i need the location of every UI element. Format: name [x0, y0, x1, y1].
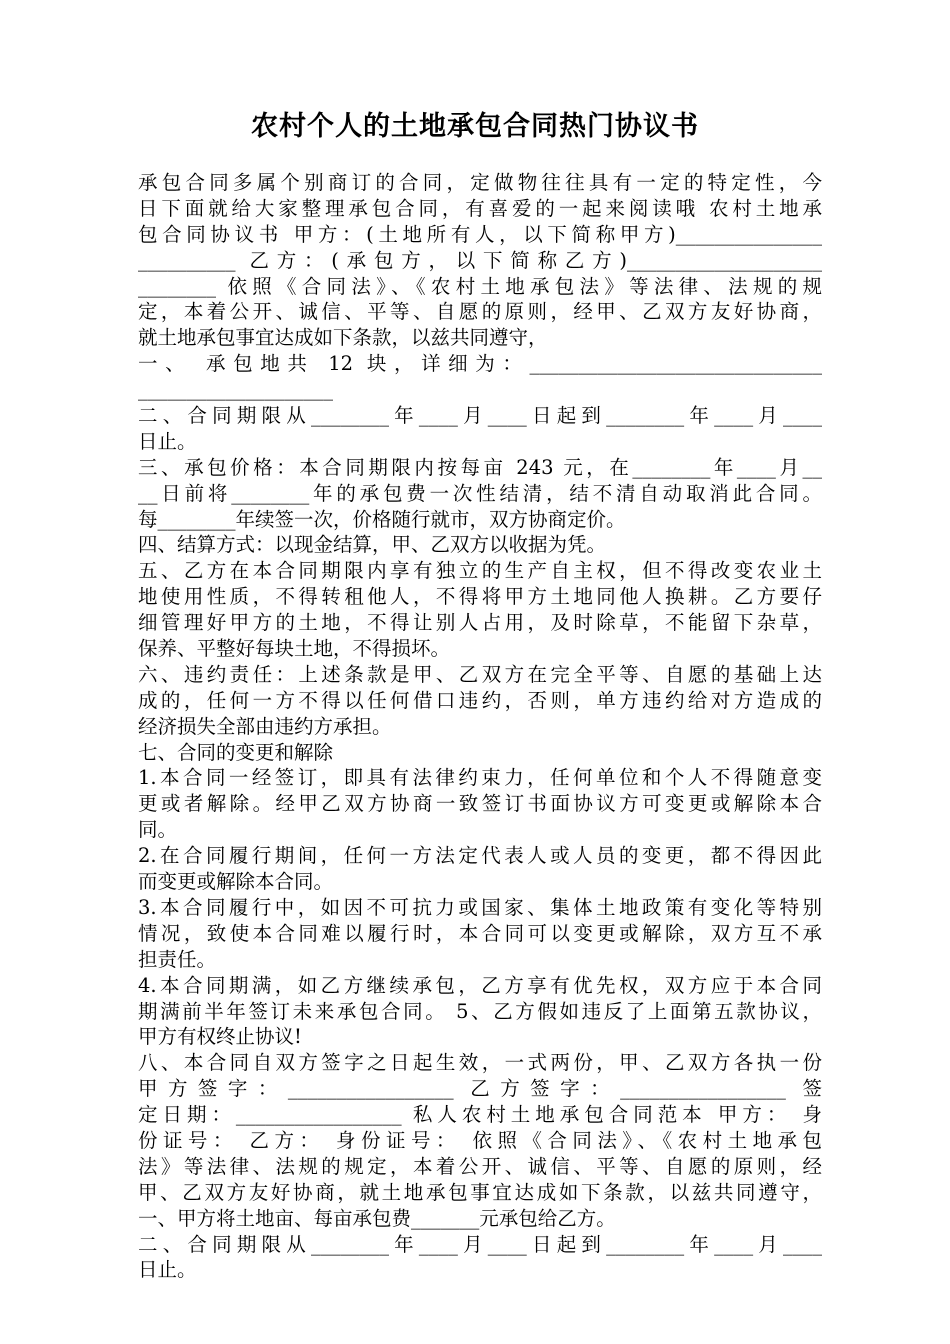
text-line: 一、甲方将土地亩、每亩承包费_______元承包给乙方。	[138, 1206, 616, 1230]
text-line: 承包合同多属个别商订的合同，定做物往往具有一定的特定性，今	[138, 171, 822, 194]
text-line: 成的，任何一方不得以任何借口违约，否则，单方违约给对方造成的	[138, 688, 822, 712]
text-line: 日止。	[138, 429, 197, 453]
text-line: 同。	[138, 818, 178, 842]
text-line: 法》等法律、法规的规定，本着公开、诚信、平等、自愿的原则，经	[138, 1154, 822, 1178]
text-line: 期满前半年签订未来承包合同。 5、乙方假如违反了上面第五款协议，	[138, 999, 822, 1023]
text-line: 二、合同期限从________年____月____日起到________年____月____	[138, 404, 822, 428]
text-line: 五、乙方在本合同期限内享有独立的生产自主权，但不得改变农业土	[138, 559, 822, 583]
text-line: 细管理好甲方的土地，不得让别人占用，及时除草，不能留下杂草，	[138, 611, 822, 635]
text-line: 担责任。	[138, 947, 217, 971]
document-title: 农村个人的土地承包合同热门协议书	[251, 111, 699, 142]
text-line: 甲方签字：_________________ 乙方签字：_________________ 签	[138, 1077, 822, 1101]
text-line: 2.在合同履行期间，任何一方法定代表人或人员的变更，都不得因此	[138, 844, 822, 868]
text-line: 就土地承包事宜达成如下条款，以兹共同遵守，	[138, 326, 548, 350]
text-line: 情况，致使本合同难以履行时，本合同可以变更或解除，双方互不承	[138, 921, 822, 945]
text-line: 经济损失全部由违约方承担。	[138, 714, 392, 738]
text-line: 份证号： 乙方： 身份证号： 依照《合同法》、《农村土地承包	[138, 1128, 822, 1152]
text-line: 七、合同的变更和解除	[138, 740, 334, 764]
text-line: 甲方有权终止协议!	[138, 1025, 302, 1049]
text-line: __日前将________年的承包费一次性结清，结不清自动取消此合同。	[138, 481, 822, 505]
text-line: 更或者解除。经甲乙双方协商一致签订书面协议方可变更或解除本合	[138, 792, 822, 816]
text-line: 而变更或解除本合同。	[138, 870, 334, 894]
text-line: 定日期：_________________ 私人农村土地承包合同范本 甲方： 身	[138, 1103, 822, 1127]
text-line: 包合同协议书 甲方：(土地所有人，以下简称甲方)_______________	[138, 222, 822, 246]
text-line: 二、合同期限从________年____月____日起到________年____月____	[138, 1232, 822, 1256]
text-line: 四、结算方式：以现金结算，甲、乙双方以收据为凭。	[138, 533, 607, 557]
text-line: ____________________	[138, 378, 333, 402]
text-line: 六、违约责任：上述条款是甲、乙双方在完全平等、自愿的基础上达	[138, 662, 822, 686]
text-line: 一、 承包地共 12 块，详细为：______________________________	[138, 352, 822, 376]
text-line: 地使用性质，不得转租他人，不得将甲方土地同他人换耕。乙方要仔	[138, 585, 822, 609]
text-line: 每________年续签一次，价格随行就市，双方协商定价。	[138, 507, 626, 531]
text-line: 3.本合同履行中，如因不可抗力或国家、集体土地政策有变化等特别	[138, 895, 822, 919]
text-line: 4.本合同期满，如乙方继续承包，乙方享有优先权，双方应于本合同	[138, 973, 822, 997]
text-line: 八、本合同自双方签字之日起生效，一式两份，甲、乙双方各执一份	[138, 1051, 822, 1075]
text-line: ________ 依照《合同法》、《农村土地承包法》等法律、法规的规	[138, 274, 822, 298]
text-line: 1.本合同一经签订，即具有法律约束力，任何单位和个人不得随意变	[138, 766, 822, 790]
text-line: 日止。	[138, 1258, 197, 1282]
text-line: 日下面就给大家整理承包合同，有喜爱的一起来阅读哦 农村土地承	[138, 196, 822, 220]
text-line: __________ 乙方：(承包方，以下简称乙方)____________________	[138, 248, 822, 272]
text-line: 三、承包价格：本合同期限内按每亩 243 元，在________年____月__	[138, 455, 822, 479]
text-line: 定，本着公开、诚信、平等、自愿的原则，经甲、乙双方友好协商，	[138, 300, 822, 324]
document-body	[138, 170, 822, 1283]
text-line: 保养、平整好每块土地，不得损坏。	[138, 637, 451, 661]
text-line: 甲、乙双方友好协商，就土地承包事宜达成如下条款，以兹共同遵守，	[138, 1180, 822, 1204]
